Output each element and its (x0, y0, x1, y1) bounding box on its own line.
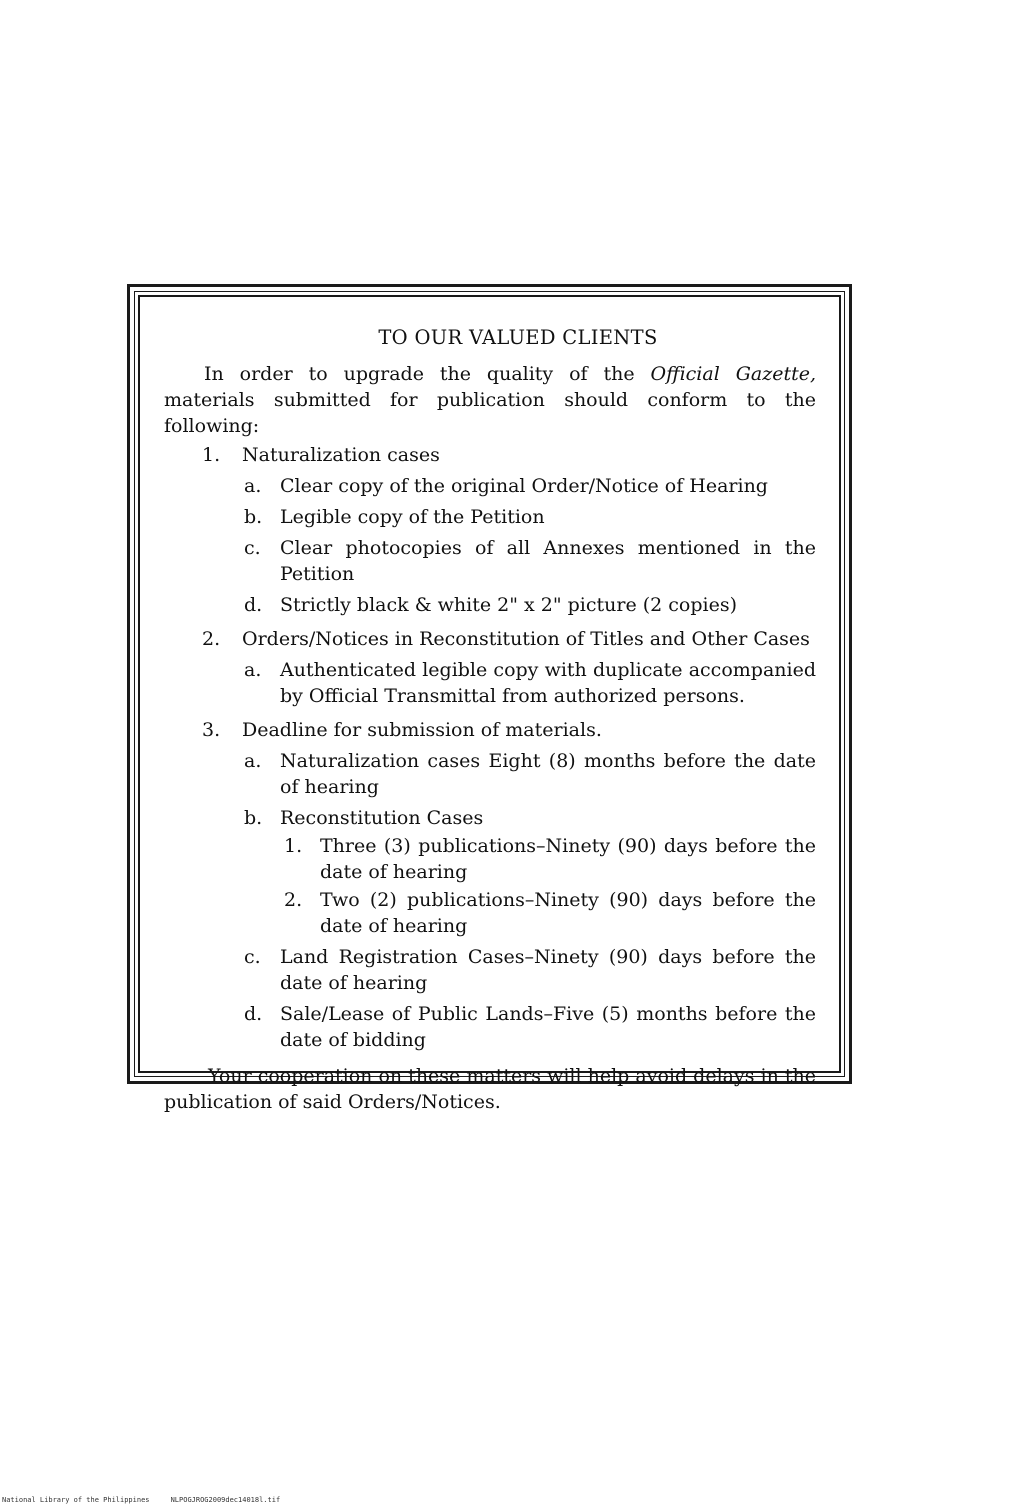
list-item (164, 473, 816, 499)
notice-intro (164, 361, 816, 439)
item-text: Reconstitution Cases (280, 807, 484, 829)
list-item (164, 592, 816, 618)
section-number: 3. (202, 719, 221, 741)
section-heading: Naturalization cases (242, 444, 440, 466)
section-number: 1. (202, 444, 221, 466)
sub-list-item (164, 887, 816, 939)
item-text: Legible copy of the Petition (280, 506, 545, 528)
item-letter: c. (244, 946, 261, 968)
list-item (164, 535, 816, 587)
intro-text-before: In order to upgrade the quality of the (204, 363, 651, 385)
item-letter: c. (244, 537, 261, 559)
notice-title: TO OUR VALUED CLIENTS (378, 326, 658, 349)
item-text: Strictly black & white 2" x 2" picture (2 copies) (280, 594, 738, 616)
list-item (164, 1001, 816, 1053)
subitem-text: Two (2) publications–Ninety (90) days before the date of hearing (320, 889, 816, 937)
section-reconstitution-orders (164, 626, 816, 652)
intro-text-after: materials submitted for publication should conform to the following: (164, 389, 816, 437)
list-item (164, 657, 816, 709)
list-item (164, 504, 816, 530)
section-deadline (164, 717, 816, 743)
footer-library: National Library of the Philippines (2, 1496, 150, 1504)
item-letter: d. (244, 1003, 263, 1025)
section-number: 2. (202, 628, 221, 650)
item-letter: b. (244, 807, 263, 829)
sub-list-item (164, 833, 816, 885)
list-item (164, 805, 816, 831)
item-text: Clear photocopies of all Annexes mentioned in the Petition (280, 537, 816, 585)
item-text: Land Registration Cases–Ninety (90) days before the date of hearing (280, 946, 816, 994)
item-letter: d. (244, 594, 263, 616)
item-text: Naturalization cases Eight (8) months before the date of hearing (280, 750, 816, 798)
scan-footer (2, 1496, 280, 1504)
item-letter: a. (244, 750, 262, 772)
item-letter: b. (244, 506, 263, 528)
subitem-number: 2. (284, 889, 303, 911)
notice-content (164, 325, 816, 1134)
subitem-number: 1. (284, 835, 303, 857)
footer-filename: NLPOGJROG2009dec14018l.tif (170, 1496, 281, 1504)
item-text: Sale/Lease of Public Lands–Five (5) months before the date of bidding (280, 1003, 816, 1051)
closing-paragraph: Your cooperation on these matters will help avoid delays in the publication of said Orders/Notices. (164, 1065, 816, 1113)
section-heading: Orders/Notices in Reconstitution of Titles and Other Cases (242, 628, 810, 650)
list-item (164, 944, 816, 996)
item-letter: a. (244, 659, 262, 681)
item-letter: a. (244, 475, 262, 497)
section-naturalization (164, 442, 816, 468)
notice-box (127, 284, 852, 1113)
item-text: Clear copy of the original Order/Notice of Hearing (280, 475, 768, 497)
publication-name: Official Gazette, (650, 363, 817, 385)
item-text: Authenticated legible copy with duplicate accompanied by Official Transmittal from authorized persons. (280, 659, 816, 707)
section-heading: Deadline for submission of materials. (242, 719, 602, 741)
list-item (164, 748, 816, 800)
subitem-text: Three (3) publications–Ninety (90) days before the date of hearing (320, 835, 816, 883)
